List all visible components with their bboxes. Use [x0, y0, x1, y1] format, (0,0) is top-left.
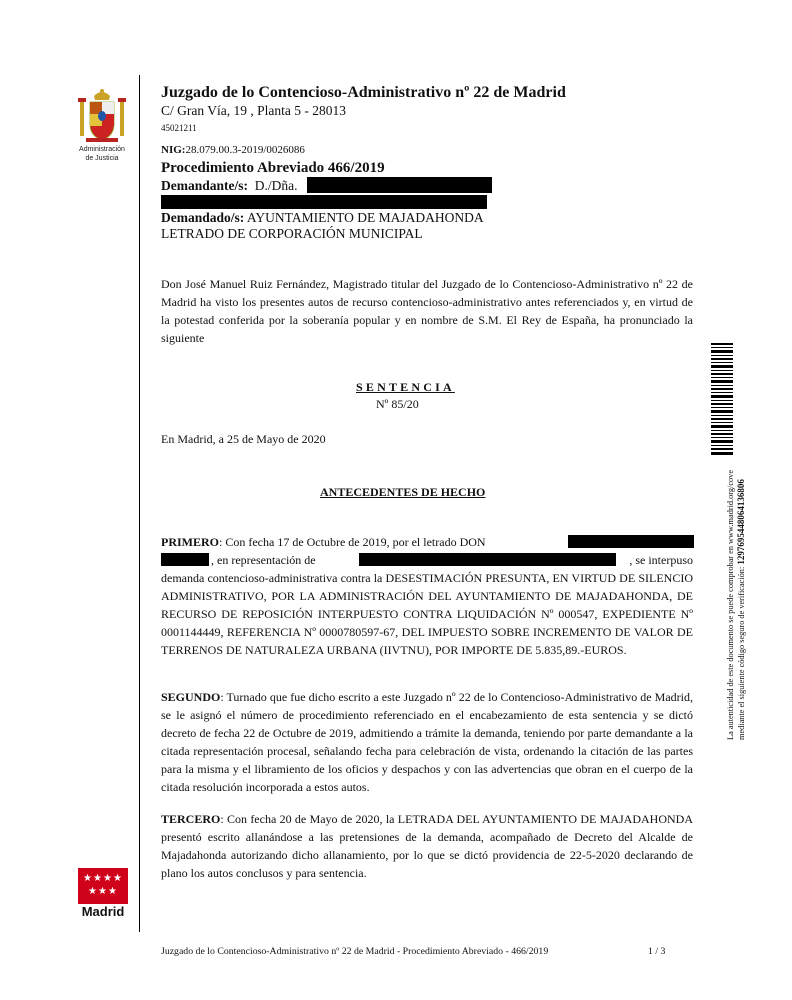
court-address: C/ Gran Vía, 19 , Planta 5 - 28013 — [161, 103, 346, 118]
tercero-paragraph — [161, 810, 693, 882]
verification-line-1: La autenticidad de este documento se puede comprobar en www.madrid.org/cove — [726, 469, 735, 740]
sentence-number: Nº 85/20 — [376, 397, 419, 411]
court-name: Juzgado de lo Contencioso-Administrativo nº 22 de Madrid — [161, 84, 566, 101]
tercero-text: : Con fecha 20 de Mayo de 2020, la LETRADA DEL AYUNTAMIENTO DE MAJADAHONDA presentó escrito allanándose a las pretensiones de la demanda, acompañado de Decreto del Alcalde de Majadahonda autorizando dicho allanamiento, por lo que se dictó providencia de 22-5-2020 declarando de plano los autos conclusos y para sentencia. — [161, 812, 693, 880]
redaction-block — [568, 535, 694, 548]
intro-paragraph: Don José Manuel Ruiz Fernández, Magistrado titular del Juzgado de lo Contencioso-Administrativo nº 22 de Madrid ha visto los presentes autos de recurso contencioso-administrativo antes referenciados y, en virtud de la potestad conferida por la soberanía popular y en nombre de S.M. El Rey de España, ha pronunciado la siguiente — [161, 277, 693, 345]
court-code: 45021211 — [161, 123, 197, 133]
segundo-label: SEGUNDO — [161, 690, 221, 704]
section-title: ANTECEDENTES DE HECHO — [320, 485, 486, 499]
nig-value: 28.079.00.3-2019/0026086 — [185, 144, 305, 156]
defendant-block — [161, 210, 484, 242]
redaction-block — [161, 195, 487, 209]
verification-text — [726, 470, 747, 740]
redaction-block — [307, 177, 492, 193]
page-number: 1 / 3 — [648, 946, 666, 957]
primero-text-a: : Con fecha 17 de Octubre de 2019, por el letrado DON — [219, 535, 486, 549]
plaintiff-line — [161, 178, 298, 194]
primero-text-rest: demanda contencioso-administrativa contra la DESESTIMACIÓN PRESUNTA, EN VIRTUD DE SILENCIO ADMINISTRATIVO, POR LA ADMINISTRACIÓN DEL AYUNTAMIENTO DE MAJADAHONDA, DE RECURSO DE REPOSICIÓN INTERPUESTO CONTRA LIQUIDACIÓN Nº 000547, EXPEDIENTE Nº 0001144449, REFERENCIA Nº 0000780597-67, DEL IMPUESTO SOBRE INCREMENTO DE VALOR DE TERRENOS DE NATURALEZA URBANA (IIVTNU), POR IMPORTE DE 5.835,89.-EUROS. — [161, 571, 693, 657]
tercero-label: TERCERO — [161, 812, 221, 826]
nig-line — [161, 144, 305, 156]
agency-line-1: Administración — [79, 146, 125, 153]
segundo-paragraph — [161, 688, 693, 796]
madrid-flag-icon: ★ ★ ★ ★ ★ ★ ★ — [78, 868, 128, 904]
verification-line-2: mediante el siguiente código seguro de verificación: 1297695448064136806 — [736, 479, 746, 740]
plaintiff-value: D./Dña. — [254, 178, 298, 193]
barcode-icon — [711, 343, 733, 455]
sentence-title: SENTENCIA — [356, 380, 455, 394]
verification-code: 1297695448064136806 — [736, 479, 746, 565]
date-line: En Madrid, a 25 de Mayo de 2020 — [161, 432, 326, 446]
primero-text-c: , se interpuso — [629, 553, 693, 567]
region-name: Madrid — [81, 904, 125, 919]
segundo-text: : Turnado que fue dicho escrito a este Juzgado nº 22 de lo Contencioso-Administrativo de Madrid, se le asignó el número de procedimiento referenciado en el encabezamiento de esta sentencia y se dictó decreto de fecha 22 de Octubre de 2019, admitiendo a trámite la demanda, teniendo por parte demandante a la citada representación procesal, señalando fecha para celebración de vista, ordenando la citación de las partes para la misma y el libramiento de los oficios y despachos y con las advertencias que obran en el cuerpo de la citada resolución incorporada a estos autos. — [161, 690, 693, 794]
nig-label: NIG: — [161, 144, 186, 156]
defendant-value: AYUNTAMIENTO DE MAJADAHONDA — [246, 210, 484, 225]
coat-of-arms-icon — [76, 88, 128, 148]
defendant-line-2: LETRADO DE CORPORACIÓN MUNICIPAL — [161, 226, 423, 241]
defendant-label: Demandado/s: — [161, 210, 245, 225]
agency-name — [70, 145, 134, 163]
margin-rule — [139, 75, 140, 932]
agency-line-2: de Justicia — [85, 155, 119, 162]
redaction-block — [161, 553, 209, 566]
redaction-block — [359, 553, 616, 566]
primero-text-b: , en representación de — [211, 553, 316, 567]
footer-text: Juzgado de lo Contencioso-Administrativo nº 22 de Madrid - Procedimiento Abreviado - 466/2019 — [161, 946, 549, 957]
procedure-title: Procedimiento Abreviado 466/2019 — [161, 160, 385, 176]
plaintiff-label: Demandante/s: — [161, 178, 248, 193]
primero-label: PRIMERO — [161, 535, 219, 549]
primero-paragraph — [161, 533, 693, 659]
